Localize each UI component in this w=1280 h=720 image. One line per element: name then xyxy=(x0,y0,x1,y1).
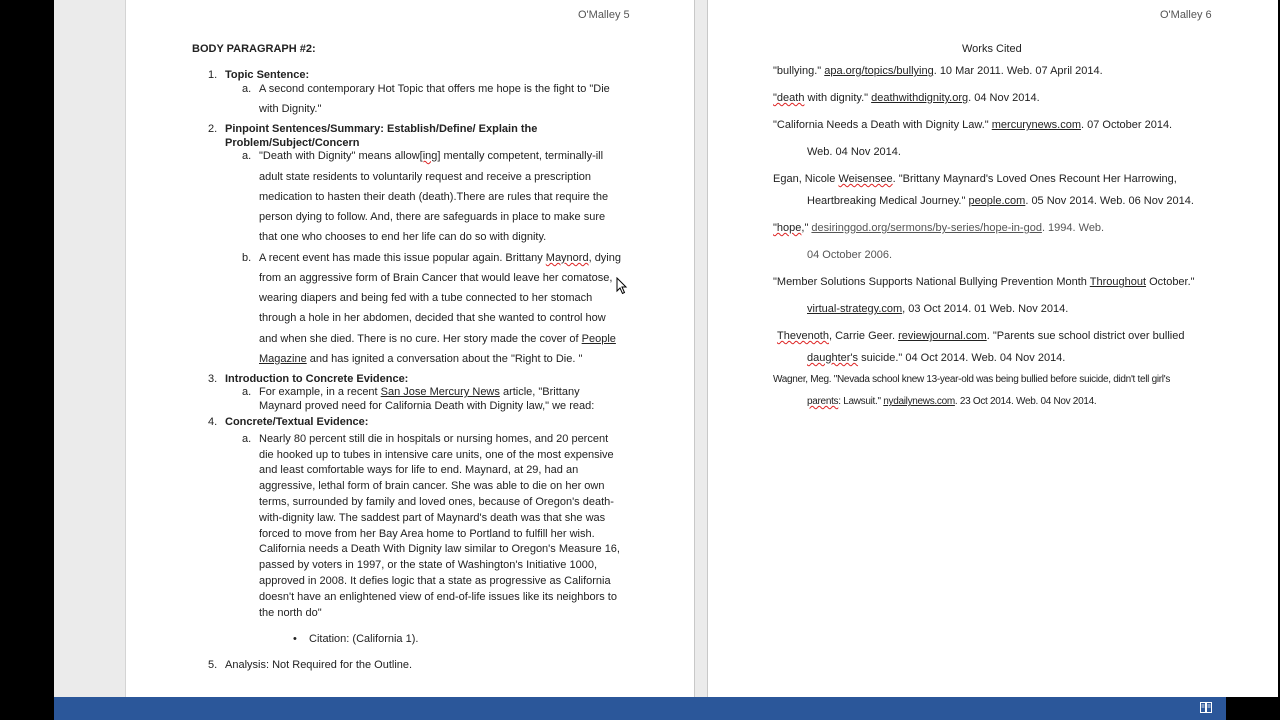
list-letter: a. xyxy=(242,433,252,445)
text-line: forced to move from her Bay Area home to Portland to fulfill her wish. xyxy=(259,528,595,540)
text-line: aggressive, lethal form of brain cancer. She was able to die on her own xyxy=(259,480,605,492)
text-line: passed by voters in 1997, or the state of Washington's Initiative 1000, xyxy=(259,559,598,571)
bullet-icon: • xyxy=(293,633,297,645)
text-line: Maynard proved need for California Death with Dignity law," we read: xyxy=(259,400,595,412)
citation-entry: Egan, Nicole Weisensee. "Brittany Maynard's Loved Ones Recount Her Harrowing, xyxy=(773,173,1177,185)
list-number: 3. xyxy=(208,373,218,385)
text-line: approved in 2008. It defies logic that a state as progressive as California xyxy=(259,575,611,587)
text-line: Analysis: Not Required for the Outline. xyxy=(225,659,413,671)
page-6[interactable] xyxy=(707,0,1278,697)
page-header: O'Malley 6 xyxy=(1160,9,1212,21)
read-mode-icon[interactable] xyxy=(1200,702,1212,713)
list-label: Topic Sentence: xyxy=(225,69,310,81)
citation-entry: "hope," desiringgod.org/sermons/by-series/hope-in-god. 1994. Web. xyxy=(773,222,1105,234)
status-bar xyxy=(54,697,1226,720)
text-line: Magazine and has ignited a conversation about the "Right to Die. " xyxy=(259,353,583,365)
citation-entry: "California Needs a Death with Dignity Law." mercurynews.com. 07 October 2014. xyxy=(773,119,1173,131)
citation-entry: parents: Lawsuit." nydailynews.com. 23 Oct 2014. Web. 04 Nov 2014. xyxy=(807,396,1097,407)
citation-entry: "bullying." apa.org/topics/bullying. 10 Mar 2011. Web. 07 April 2014. xyxy=(773,65,1103,77)
list-number: 1. xyxy=(208,69,218,81)
list-label: Concrete/Textual Evidence: xyxy=(225,416,369,428)
text-line: California needs a Death With Dignity law similar to Oregon's Measure 16, xyxy=(259,543,620,555)
text-line: medication to hasten their death (death).There are rules that require the xyxy=(259,191,609,203)
citation-entry: virtual-strategy.com, 03 Oct 2014. 01 Web. Nov 2014. xyxy=(807,303,1069,315)
citation-entry: Web. 04 Nov 2014. xyxy=(807,146,901,158)
text-line: and when she died. There is no cure. Her story made the cover of People xyxy=(259,333,616,345)
text-line: A recent event has made this issue popular again. Brittany Maynord, dying xyxy=(259,252,621,264)
citation-entry: Heartbreaking Medical Journey." people.com. 05 Nov 2014. Web. 06 Nov 2014. xyxy=(807,195,1194,207)
citation-entry: Wagner, Meg. "Nevada school knew 13-year-old was being bullied before suicide, didn't tell girl's xyxy=(773,374,1171,385)
citation-entry: "death with dignity." deathwithdignity.org. 04 Nov 2014. xyxy=(773,92,1040,104)
citation-entry: daughter's suicide." 04 Oct 2014. Web. 04 Nov 2014. xyxy=(807,352,1066,364)
text-line: terms, surrounded by family and loved ones, because of Oregon's death- xyxy=(259,496,614,508)
text-line: die hooked up to tubes in intensive care units, one of the most expensive xyxy=(259,449,614,461)
mouse-cursor-icon xyxy=(616,277,628,295)
text-line: For example, in a recent San Jose Mercury News article, "Brittany xyxy=(259,386,580,398)
list-label: Pinpoint Sentences/Summary: Establish/Define/ Explain the xyxy=(225,123,538,135)
list-number: 5. xyxy=(208,659,218,671)
list-label: Problem/Subject/Concern xyxy=(225,137,360,149)
document-workspace xyxy=(54,0,1226,697)
text-line: adult state residents to voluntarily request and receive a prescription xyxy=(259,171,592,183)
text-line: with-dignity law. The saddest part of Maynard's death was that she was xyxy=(259,512,606,524)
text-line: that one who chooses to end her life can do so with dignity. xyxy=(259,231,547,243)
text-line: doesn't have an enlightened view of end-of-life issues like its neighbors to xyxy=(259,591,617,603)
text-line: through a hole in her abdomen, decided that she wanted to control how xyxy=(259,312,606,324)
citation-text: Citation: (California 1). xyxy=(309,633,419,645)
page-header: O'Malley 5 xyxy=(578,9,630,21)
works-cited-title: Works Cited xyxy=(962,43,1022,55)
text-line: with Dignity." xyxy=(259,103,322,115)
section-title: BODY PARAGRAPH #2: xyxy=(192,43,316,55)
text-line: "Death with Dignity" means allow[ing] mentally competent, terminally-ill xyxy=(259,150,604,162)
text-line: A second contemporary Hot Topic that offers me hope is the fight to "Die xyxy=(259,83,610,95)
citation-entry: "Member Solutions Supports National Bullying Prevention Month Throughout October." xyxy=(773,276,1195,288)
list-letter: a. xyxy=(242,150,252,162)
list-number: 2. xyxy=(208,123,218,135)
list-number: 4. xyxy=(208,416,218,428)
list-label: Introduction to Concrete Evidence: xyxy=(225,373,409,385)
text-line: from an aggressive form of Brain Cancer that would leave her comatose, xyxy=(259,272,613,284)
text-line: the north do" xyxy=(259,607,322,619)
citation-entry: Thevenoth, Carrie Geer. reviewjournal.com. "Parents sue school district over bullied xyxy=(777,330,1185,342)
text-line: wearing diapers and being fed with a tube connected to her stomach xyxy=(259,292,593,304)
text-line: and least comfortable ways for life to end. Maynard, at 29, had an xyxy=(259,464,579,476)
text-line: person dying to follow. And, there are safeguards in place to make sure xyxy=(259,211,606,223)
page-5[interactable] xyxy=(125,0,695,697)
text-line: Nearly 80 percent still die in hospitals or nursing homes, and 20 percent xyxy=(259,433,609,445)
list-letter: a. xyxy=(242,386,252,398)
citation-entry: 04 October 2006. xyxy=(807,249,893,261)
list-letter: a. xyxy=(242,83,252,95)
list-letter: b. xyxy=(242,252,252,264)
